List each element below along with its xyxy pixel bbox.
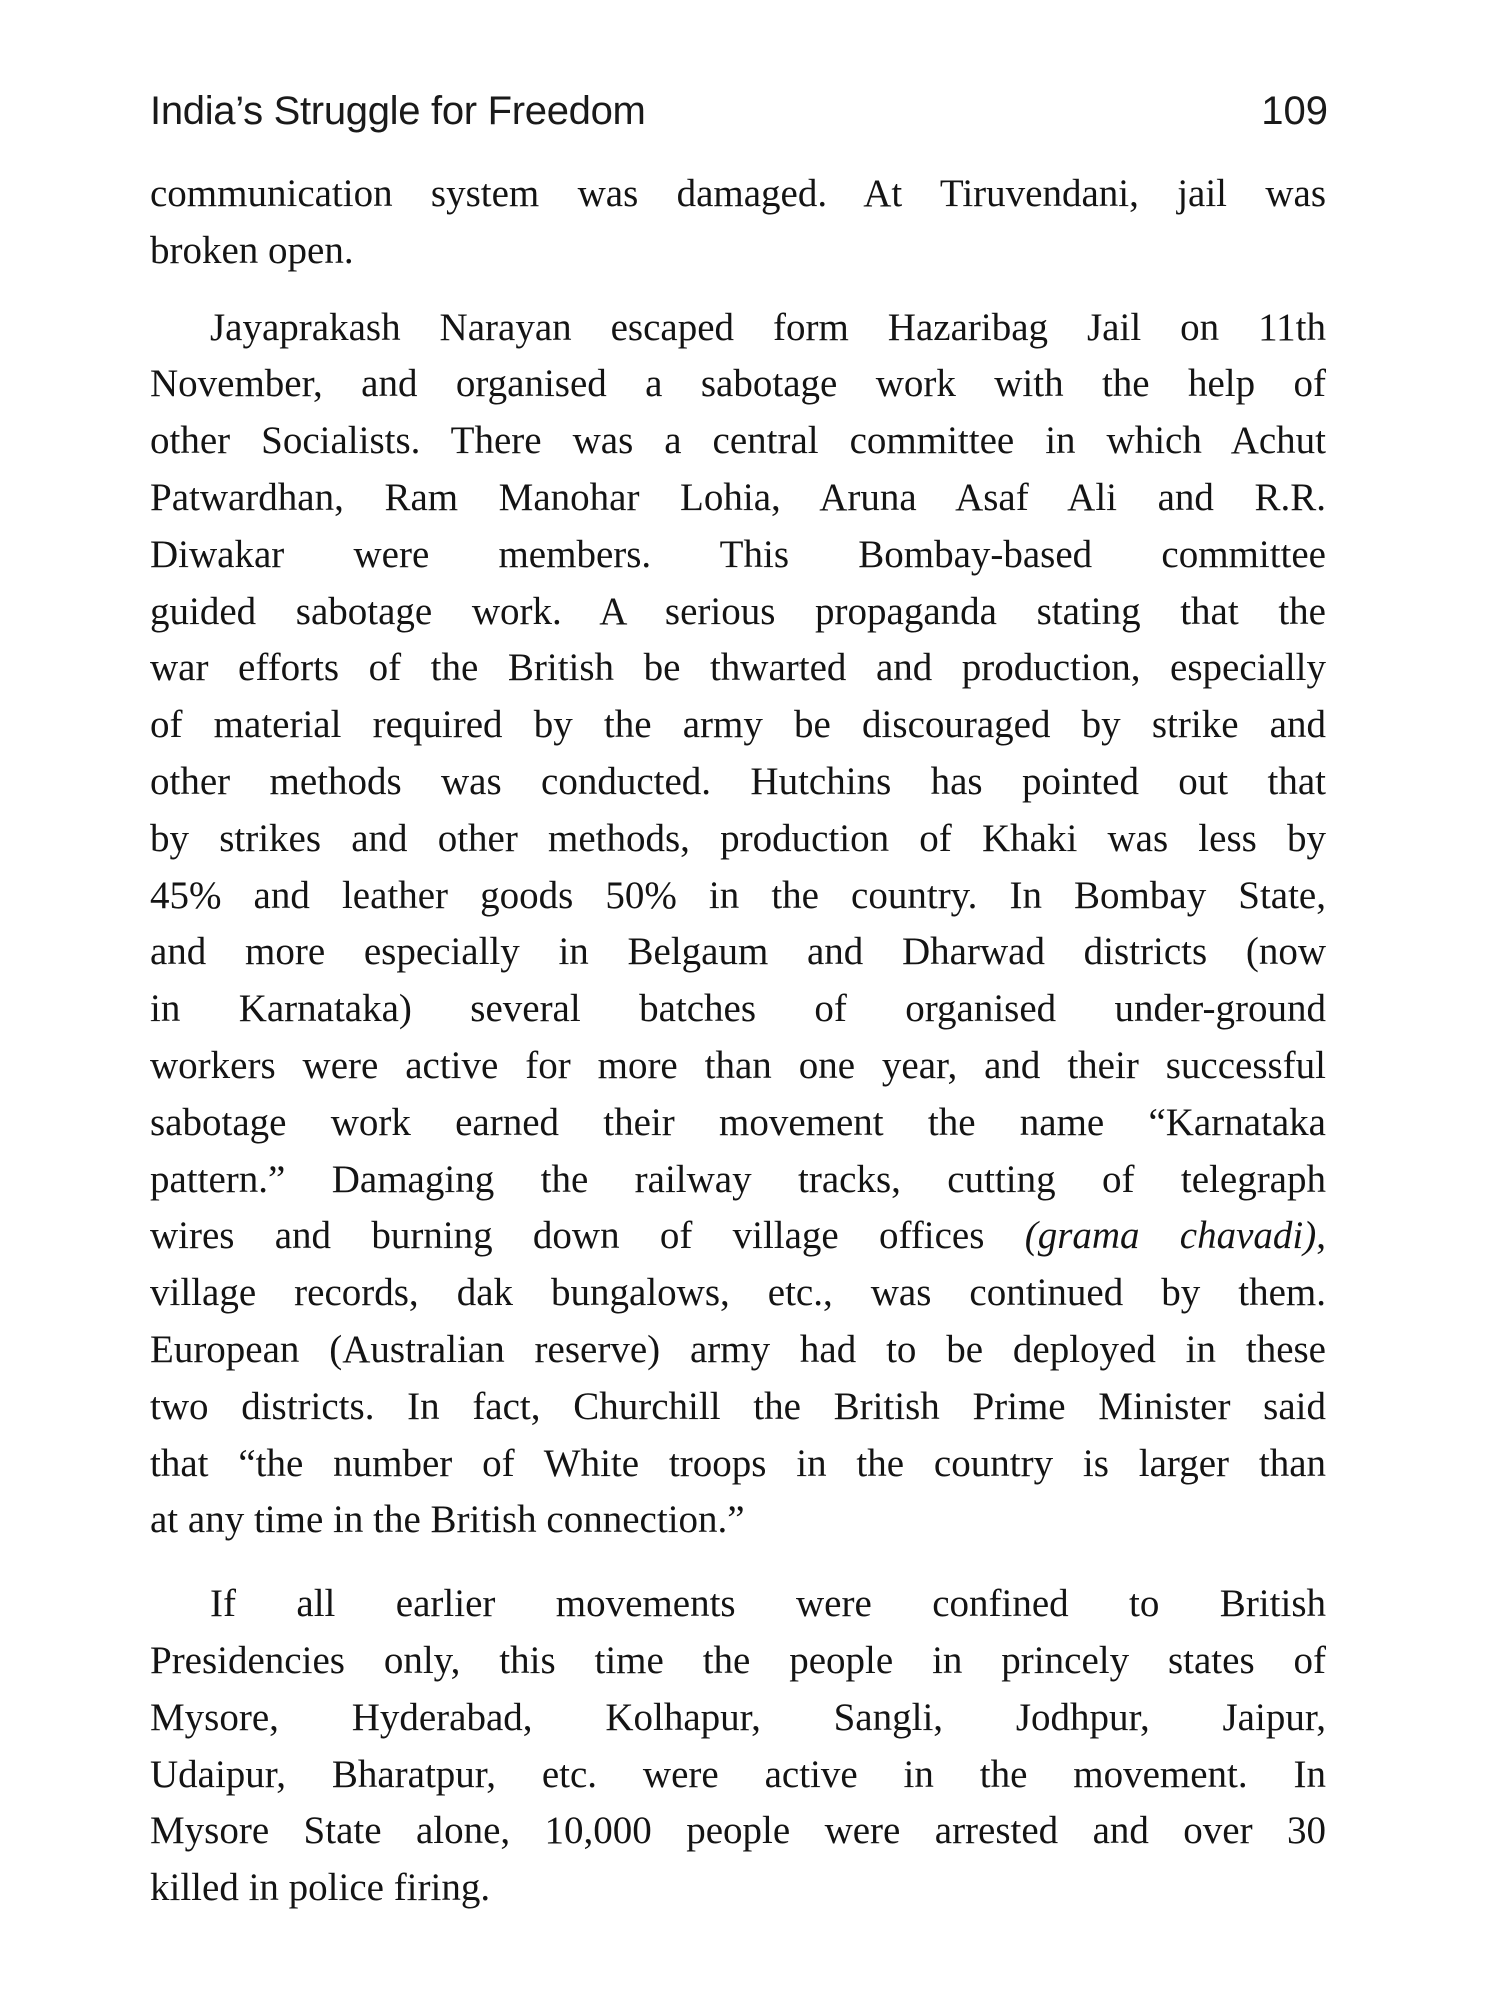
- book-title: India’s Struggle for Freedom: [150, 89, 646, 133]
- text-line: that “the number of White troops in the country is larger than: [150, 1441, 1326, 1485]
- text-line: Diwakar were members. This Bombay-based committee: [150, 532, 1326, 576]
- text-line: killed in police firing.: [150, 1866, 491, 1910]
- paragraph-1: [150, 166, 1326, 280]
- body-text: [150, 166, 1326, 1917]
- text-line: at any time in the British connection.”: [150, 1498, 745, 1542]
- text-line: 45% and leather goods 50% in the country. In Bombay State,: [150, 873, 1326, 917]
- text-line: Jayaprakash Narayan escaped form Hazaribag Jail on 11th: [210, 305, 1326, 349]
- paragraph-3: [150, 1576, 1326, 1917]
- text-line: guided sabotage work. A serious propaganda stating that the: [150, 589, 1326, 633]
- text-line: other Socialists. There was a central committee in which Achut: [150, 419, 1326, 463]
- italic-term: (grama chavadi): [1024, 1214, 1317, 1258]
- text-line: If all earlier movements were confined to British: [210, 1582, 1326, 1626]
- text-line: November, and organised a sabotage work with the help of: [150, 362, 1326, 406]
- text-fragment: ,: [1316, 1214, 1326, 1258]
- page-number: 109: [1261, 89, 1328, 133]
- text-line: of material required by the army be discouraged by strike and: [150, 703, 1326, 747]
- text-line: war efforts of the British be thwarted and production, especially: [150, 646, 1326, 690]
- text-line: by strikes and other methods, production of Khaki was less by: [150, 816, 1326, 860]
- text-line: Mysore, Hyderabad, Kolhapur, Sangli, Jodhpur, Jaipur,: [150, 1695, 1326, 1739]
- text-line: village records, dak bungalows, etc., was continued by them.: [150, 1271, 1326, 1315]
- text-line: in Karnataka) several batches of organised under-ground: [150, 987, 1326, 1031]
- text-line: workers were active for more than one year, and their successful: [150, 1043, 1326, 1087]
- text-line: communication system was damaged. At Tiruvendani, jail was: [150, 172, 1326, 215]
- text-line: Mysore State alone, 10,000 people were arrested and over 30: [150, 1809, 1326, 1853]
- text-line: Patwardhan, Ram Manohar Lohia, Aruna Asaf Ali and R.R.: [150, 475, 1326, 519]
- text-line: other methods was conducted. Hutchins has pointed out that: [150, 759, 1326, 803]
- text-line: two districts. In fact, Churchill the British Prime Minister said: [150, 1384, 1326, 1428]
- text-line: Udaipur, Bharatpur, etc. were active in the movement. In: [150, 1752, 1326, 1796]
- text-fragment: wires and burning down of village offices: [150, 1214, 1025, 1258]
- text-line: sabotage work earned their movement the name “Karnataka: [150, 1100, 1326, 1144]
- text-line: European (Australian reserve) army had to be deployed in these: [150, 1327, 1326, 1371]
- text-line: broken open.: [150, 228, 354, 272]
- running-head: [150, 86, 1328, 136]
- text-line: Presidencies only, this time the people in princely states of: [150, 1638, 1326, 1682]
- text-line-with-italic: [150, 1208, 1326, 1265]
- paragraph-2: [150, 300, 1326, 1550]
- text-line: and more especially in Belgaum and Dharwad districts (now: [150, 930, 1326, 974]
- text-line: pattern.” Damaging the railway tracks, cutting of telegraph: [150, 1157, 1326, 1201]
